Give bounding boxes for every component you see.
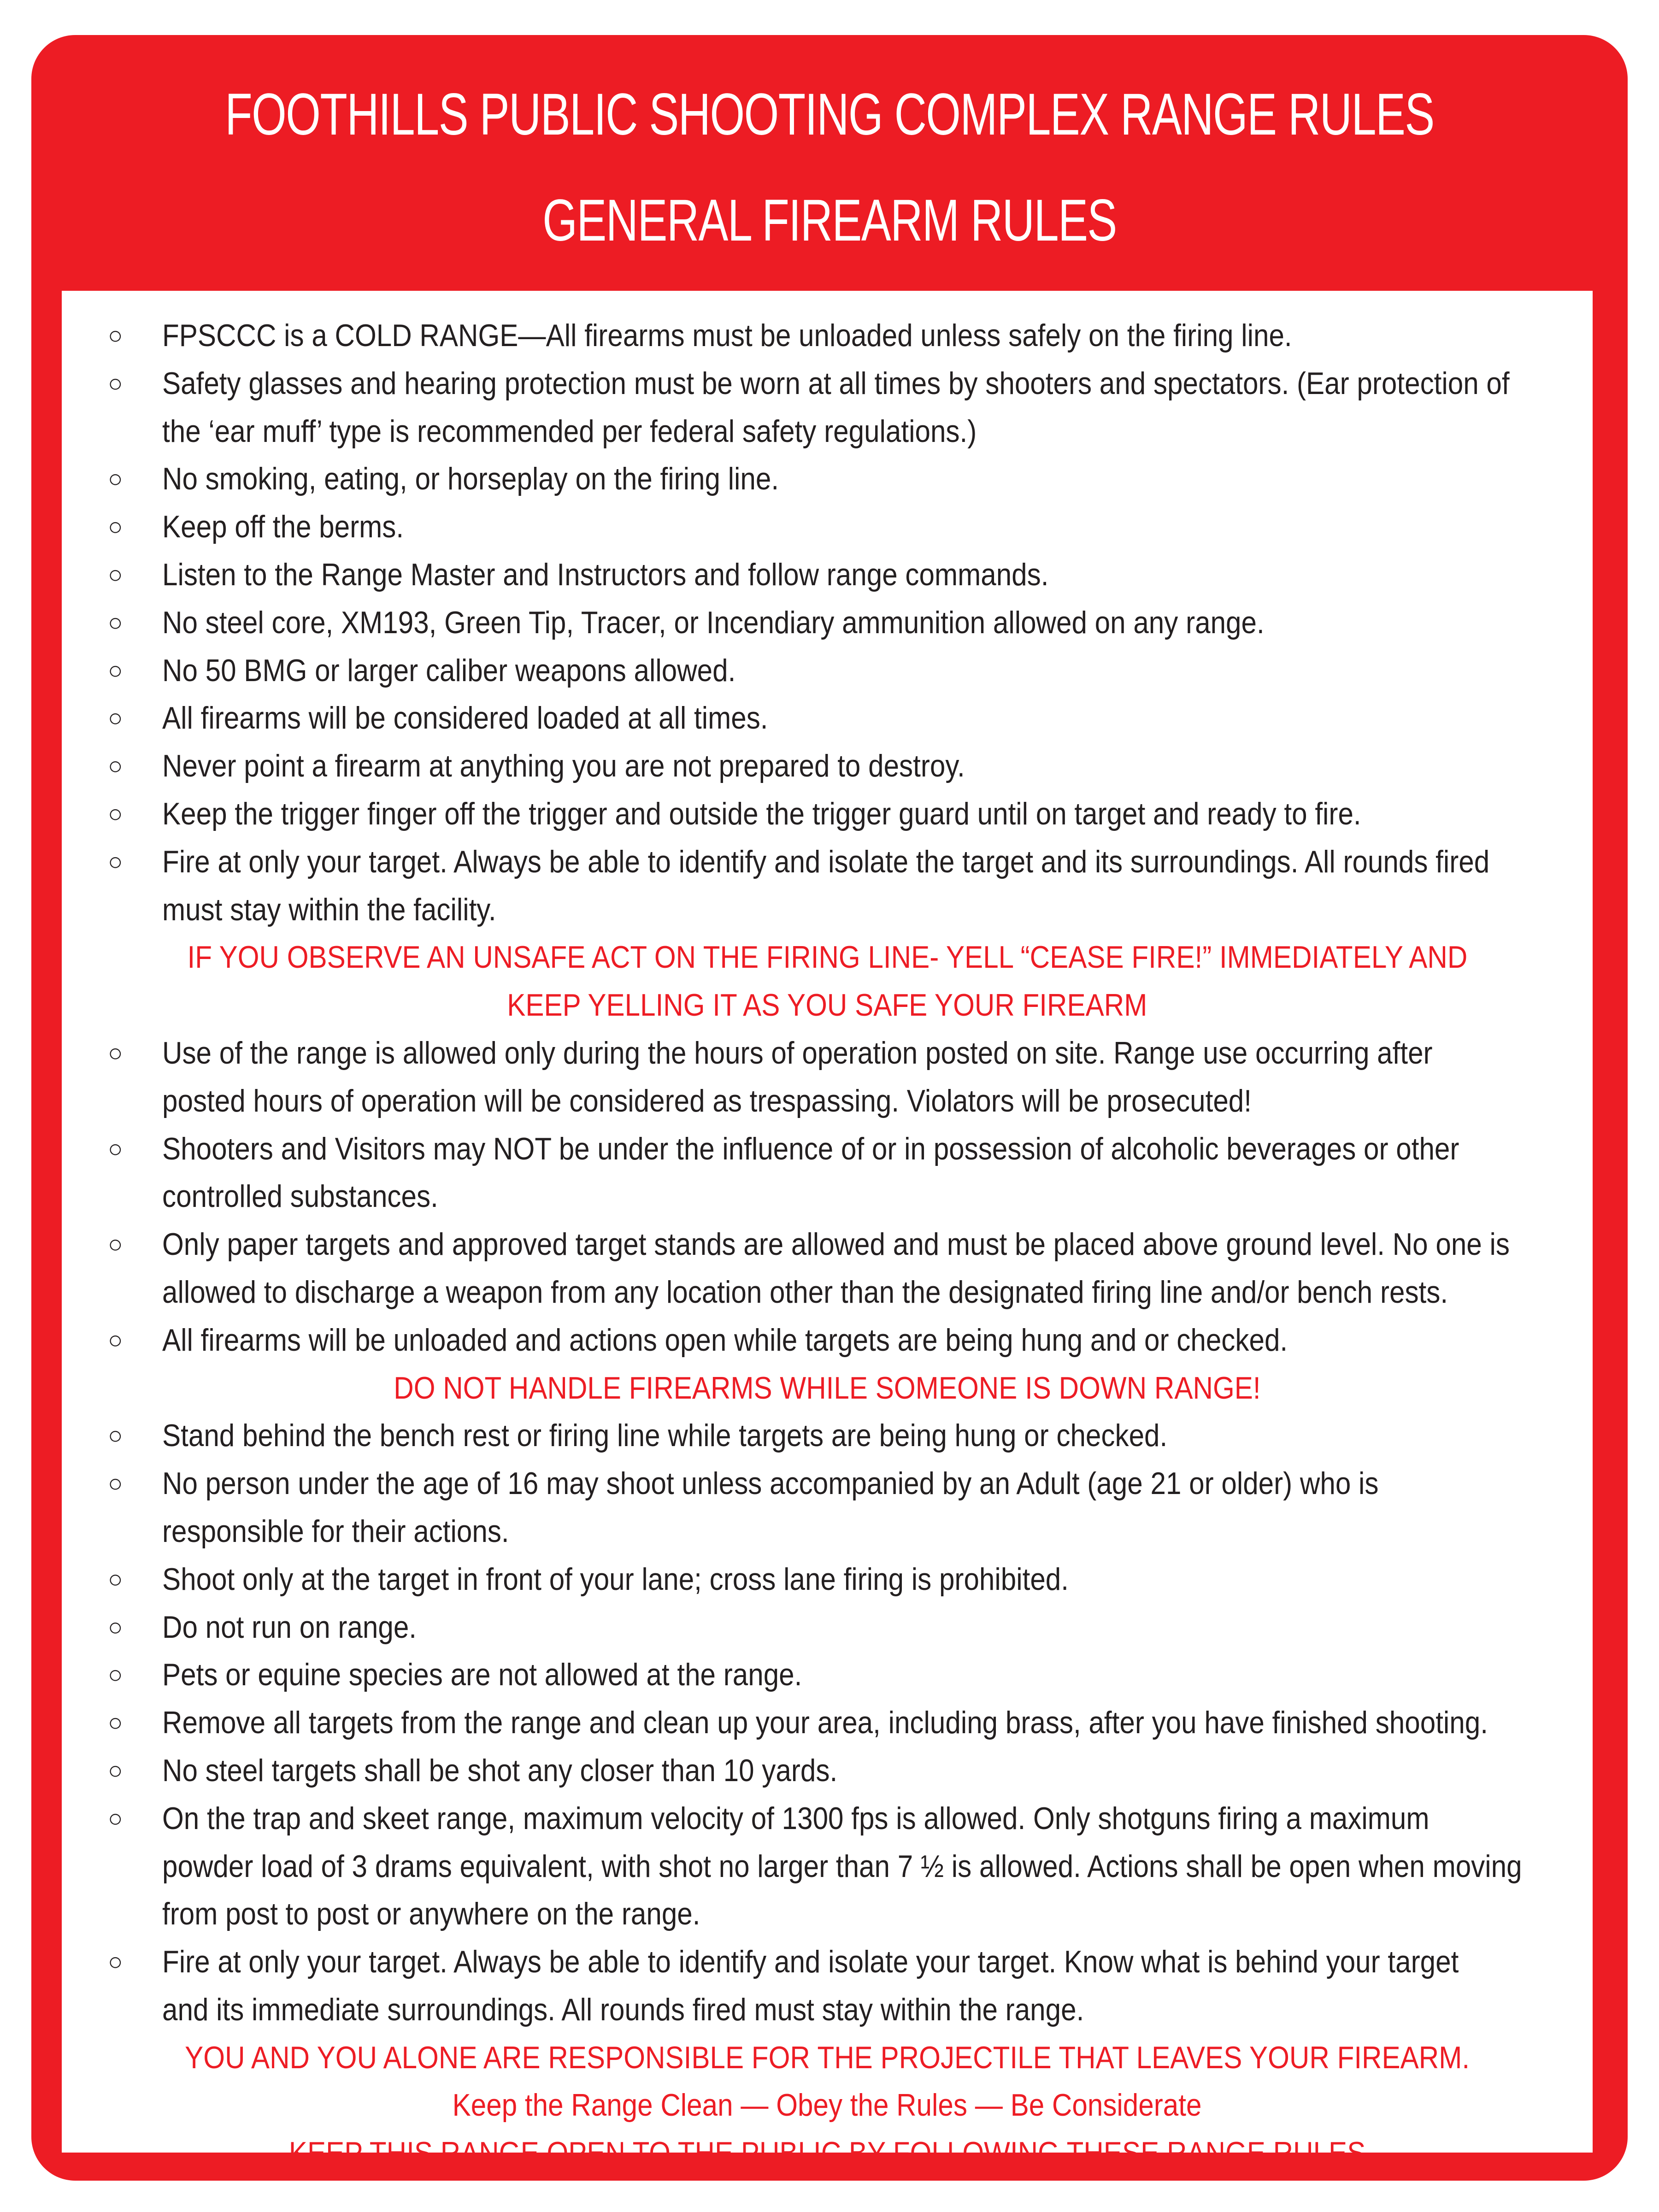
rule-text: Remove all targets from the range and clean up your area, including brass, after you have finished shooting. <box>162 1705 1488 1741</box>
bullet-circle-icon: ○ <box>108 1135 123 1163</box>
sign-subtitle: GENERAL FIREARM RULES <box>542 188 1117 253</box>
warning-text: KEEP YELLING IT AS YOU SAFE YOUR FIREARM <box>507 988 1147 1023</box>
rule-text: FPSCCC is a COLD RANGE—All firearms must be unloaded unless safely on the firing line. <box>162 318 1292 353</box>
rule-item <box>62 360 1593 408</box>
rule-item <box>62 1556 1593 1604</box>
rule-text: No person under the age of 16 may shoot unless accompanied by an Adult (age 21 or older) who is <box>162 1466 1379 1501</box>
rule-text: No steel targets shall be shot any closer than 10 yards. <box>162 1753 838 1788</box>
rule-item <box>62 1651 1593 1699</box>
rule-item <box>62 838 1593 886</box>
rule-text: Never point a firearm at anything you are not prepared to destroy. <box>162 748 965 784</box>
bullet-circle-icon: ○ <box>108 1039 123 1067</box>
rule-text: Shooters and Visitors may NOT be under the influence of or in possession of alcoholic beverages or other <box>162 1131 1459 1166</box>
warning-line <box>62 934 1593 982</box>
bullet-circle-icon: ○ <box>108 322 123 349</box>
warning-text: DO NOT HANDLE FIREARMS WHILE SOMEONE IS DOWN RANGE! <box>394 1370 1261 1406</box>
bullet-circle-icon: ○ <box>108 1565 123 1593</box>
bullet-circle-icon: ○ <box>108 1709 123 1737</box>
rule-item <box>62 1747 1593 1795</box>
rule-text: and its immediate surroundings. All rounds fired must stay within the range. <box>162 1992 1084 2027</box>
rule-text: Shoot only at the target in front of your lane; cross lane firing is prohibited. <box>162 1561 1069 1597</box>
rule-item <box>62 1938 1593 1986</box>
bullet-circle-icon: ○ <box>108 608 123 636</box>
rule-text: Only paper targets and approved target stands are allowed and must be placed above ground level. No one is <box>162 1227 1510 1262</box>
rule-item <box>62 1604 1593 1652</box>
rules-list <box>62 312 1593 2177</box>
warning-text: YOU AND YOU ALONE ARE RESPONSIBLE FOR THE PROJECTILE THAT LEAVES YOUR FIREARM. <box>185 2040 1470 2075</box>
rule-item <box>62 503 1593 551</box>
rule-item <box>62 742 1593 790</box>
rule-text: controlled substances. <box>162 1179 438 1214</box>
rule-text: Listen to the Range Master and Instructors and follow range commands. <box>162 557 1049 592</box>
bullet-circle-icon: ○ <box>108 1326 123 1354</box>
rule-item <box>62 1317 1593 1365</box>
rule-text: Pets or equine species are not allowed at the range. <box>162 1657 802 1693</box>
rule-item <box>62 1699 1593 1747</box>
rule-continuation <box>62 886 1593 934</box>
warning-text: IF YOU OBSERVE AN UNSAFE ACT ON THE FIRING LINE- YELL “CEASE FIRE!” IMMEDIATELY AND <box>187 940 1467 975</box>
rule-item <box>62 551 1593 599</box>
rule-item <box>62 1030 1593 1077</box>
rule-item <box>62 599 1593 647</box>
rule-text: Keep the trigger finger off the trigger and outside the trigger guard until on target and ready to fire. <box>162 796 1361 831</box>
warning-line <box>62 2130 1593 2177</box>
rule-text: allowed to discharge a weapon from any location other than the designated firing line and/or bench rests. <box>162 1274 1448 1310</box>
warning-line <box>62 1365 1593 1412</box>
bullet-circle-icon: ○ <box>108 1948 123 1976</box>
rule-text: from post to post or anywhere on the range. <box>162 1896 700 1932</box>
rule-continuation <box>62 1843 1593 1891</box>
sign-title: FOOTHILLS PUBLIC SHOOTING COMPLEX RANGE RULES <box>225 82 1434 147</box>
bullet-circle-icon: ○ <box>108 465 123 493</box>
sign-header <box>223 62 1436 274</box>
rule-text: posted hours of operation will be considered as trespassing. Violators will be prosecuted! <box>162 1083 1252 1118</box>
rule-text: No smoking, eating, or horseplay on the firing line. <box>162 461 779 497</box>
bullet-circle-icon: ○ <box>108 1470 123 1498</box>
bullet-circle-icon: ○ <box>108 1230 123 1259</box>
rule-text: Fire at only your target. Always be able to identify and isolate your target. Know what is behind your target <box>162 1944 1459 1980</box>
rule-continuation <box>62 408 1593 456</box>
rule-item <box>62 312 1593 360</box>
rule-continuation <box>62 1173 1593 1221</box>
rule-continuation <box>62 1890 1593 1938</box>
rule-item <box>62 1795 1593 1843</box>
warning-line <box>62 2034 1593 2082</box>
rule-item <box>62 1412 1593 1460</box>
bullet-circle-icon: ○ <box>108 513 123 541</box>
bullet-circle-icon: ○ <box>108 847 123 876</box>
rule-continuation <box>62 1077 1593 1125</box>
warning-text: KEEP THIS RANGE OPEN TO THE PUBLIC BY FOLLOWING THESE RANGE RULES <box>288 2136 1366 2171</box>
rule-continuation <box>62 1508 1593 1556</box>
bullet-circle-icon: ○ <box>108 1756 123 1784</box>
warning-line <box>62 982 1593 1030</box>
bullet-circle-icon: ○ <box>108 1804 123 1832</box>
rule-text: must stay within the facility. <box>162 892 496 927</box>
rule-text: responsible for their actions. <box>162 1513 509 1549</box>
rule-item <box>62 1221 1593 1269</box>
bullet-circle-icon: ○ <box>108 369 123 397</box>
bullet-circle-icon: ○ <box>108 704 123 732</box>
rule-text: On the trap and skeet range, maximum velocity of 1300 fps is allowed. Only shotguns firing a maximum <box>162 1800 1430 1836</box>
rule-text: powder load of 3 drams equivalent, with shot no larger than 7 ½ is allowed. Actions shall be open when moving <box>162 1848 1522 1884</box>
warning-line <box>62 2082 1593 2130</box>
bullet-circle-icon: ○ <box>108 1613 123 1641</box>
bullet-circle-icon: ○ <box>108 752 123 780</box>
rule-text: All firearms will be unloaded and actions open while targets are being hung and or checked. <box>162 1322 1288 1358</box>
rules-panel <box>62 291 1593 2171</box>
rule-text: Keep off the berms. <box>162 509 404 545</box>
warning-text: Keep the Range Clean — Obey the Rules — Be Considerate <box>453 2088 1202 2123</box>
rule-item <box>62 790 1593 838</box>
rule-item <box>62 455 1593 503</box>
rule-text: Use of the range is allowed only during the hours of operation posted on site. Range use occurring after <box>162 1035 1433 1071</box>
bullet-circle-icon: ○ <box>108 656 123 684</box>
bullet-circle-icon: ○ <box>108 560 123 588</box>
rule-item <box>62 1125 1593 1173</box>
rule-item <box>62 1460 1593 1508</box>
rule-item <box>62 647 1593 695</box>
rule-continuation <box>62 1986 1593 2034</box>
rule-text: Fire at only your target. Always be able to identify and isolate the target and its surroundings. All rounds fired <box>162 844 1490 879</box>
rule-text: Stand behind the bench rest or firing line while targets are being hung or checked. <box>162 1418 1168 1453</box>
rule-continuation <box>62 1269 1593 1317</box>
rule-text: Do not run on range. <box>162 1609 417 1645</box>
bullet-circle-icon: ○ <box>108 1661 123 1689</box>
range-rules-sign <box>31 35 1628 2181</box>
rule-text: No steel core, XM193, Green Tip, Tracer, or Incendiary ammunition allowed on any range. <box>162 605 1265 640</box>
rule-text: the ‘ear muff’ type is recommended per federal safety regulations.) <box>162 413 977 449</box>
bullet-circle-icon: ○ <box>108 800 123 828</box>
rule-text: Safety glasses and hearing protection must be worn at all times by shooters and spectators. (Ear protection of <box>162 365 1510 401</box>
rule-text: No 50 BMG or larger caliber weapons allowed. <box>162 653 736 688</box>
bullet-circle-icon: ○ <box>108 1422 123 1450</box>
rule-text: All firearms will be considered loaded at all times. <box>162 700 768 736</box>
rule-item <box>62 694 1593 742</box>
